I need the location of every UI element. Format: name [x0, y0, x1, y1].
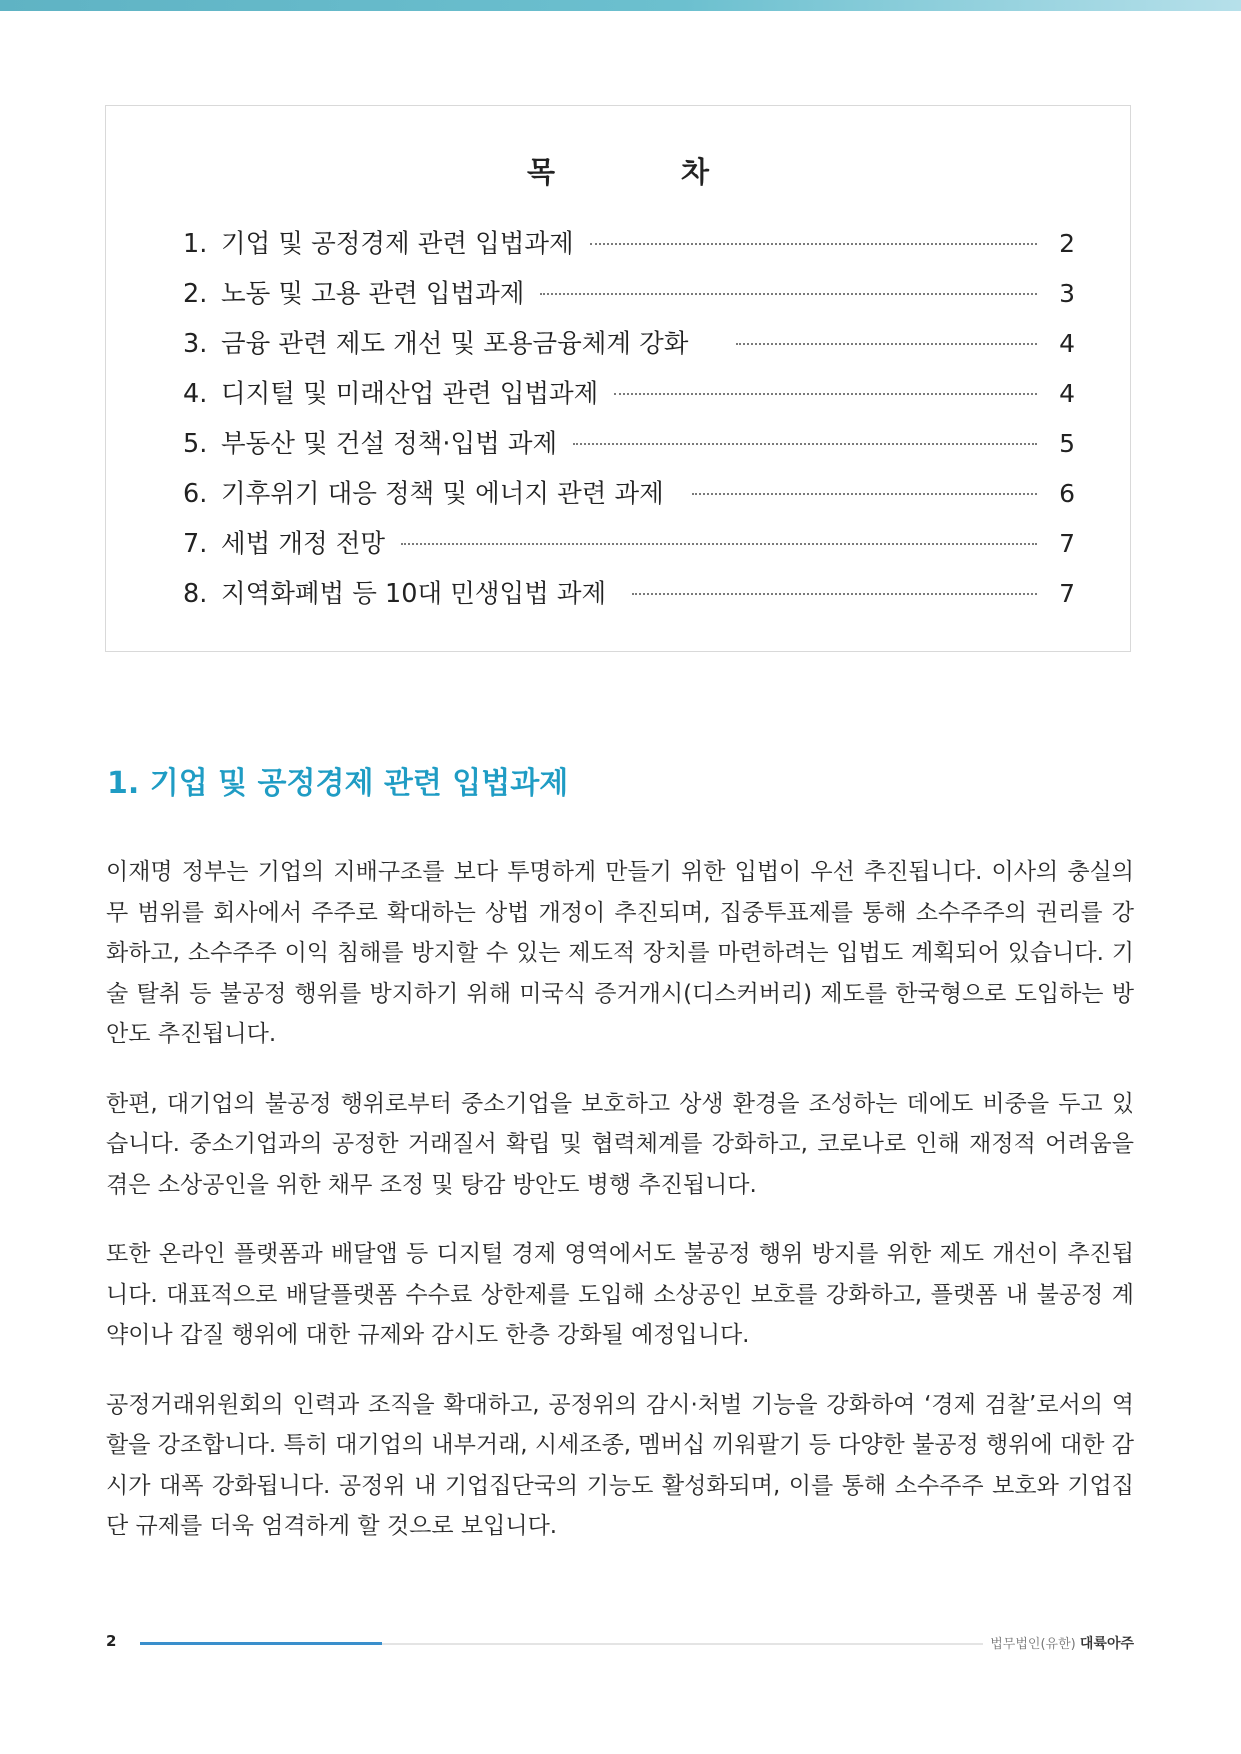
toc-item-number: 2.	[183, 279, 208, 309]
toc-item-label: 디지털 및 미래산업 관련 입법과제	[221, 379, 599, 409]
toc-item-number: 5.	[183, 429, 208, 459]
toc-item-page: 2	[1059, 229, 1075, 258]
toc-title: 목 차	[526, 155, 768, 189]
toc-item[interactable]	[183, 274, 1075, 324]
toc-item-label: 기후위기 대응 정책 및 에너지 관련 과제	[221, 479, 664, 509]
toc-item-page: 4	[1059, 379, 1075, 408]
toc-item-label: 부동산 및 건설 정책·입법 과제	[221, 429, 558, 459]
section-heading: 1. 기업 및 공정경제 관련 입법과제	[107, 766, 569, 801]
footer-page-number: 2	[106, 1632, 117, 1650]
toc-item[interactable]	[183, 474, 1075, 524]
toc-item-label: 기업 및 공정경제 관련 입법과제	[221, 229, 574, 259]
toc-item-number: 8.	[183, 579, 208, 609]
body-paragraph: 이재명 정부는 기업의 지배구조를 보다 투명하게 만들기 위한 입법이 우선 추진됩니다. 이사의 충실의무 범위를 회사에서 주주로 확대하는 상법 개정이 추진되며, 집중투표제를 통해 소수주주의 권리를 강화하고, 소수주주 이익 침해를 방지할 수 있는 제도적 장치를 마련하려는 입법도 계획되어 있습니다. 기술 탈취 등 불공정 행위를 방지하기 위해 미국식 증거개시(디스커버리) 제도를 한국형으로 도입하는 방안도 추진됩니다.	[106, 859, 1134, 1047]
toc-leader-dots	[614, 393, 1037, 395]
toc-item-page: 6	[1059, 479, 1075, 508]
toc-item[interactable]	[183, 324, 1075, 374]
toc-item-label: 노동 및 고용 관련 입법과제	[221, 279, 525, 309]
footer-firm-brand: 대륙아주	[1079, 1636, 1134, 1652]
body-paragraph: 또한 온라인 플랫폼과 배달앱 등 디지털 경제 영역에서도 불공정 행위 방지를 위한 제도 개선이 추진됩니다. 대표적으로 배달플랫폼 수수료 상한제를 도입해 소상공인 보호를 강화하고, 플랫폼 내 불공정 계약이나 갑질 행위에 대한 규제와 감시도 한층 강화될 예정입니다.	[106, 1241, 1134, 1348]
toc-item-page: 5	[1059, 429, 1075, 458]
toc-item-number: 1.	[183, 229, 208, 259]
footer-firm-prefix: 법무법인(유한)	[990, 1637, 1076, 1652]
toc-item-label: 지역화폐법 등 10대 민생입법 과제	[221, 579, 607, 609]
toc-item-number: 7.	[183, 529, 208, 559]
toc-item-page: 7	[1059, 579, 1075, 608]
toc-item[interactable]	[183, 374, 1075, 424]
toc-item-page: 4	[1059, 329, 1075, 358]
toc-leader-dots	[573, 443, 1037, 445]
footer-divider-accent	[140, 1642, 382, 1645]
footer-firm-name	[990, 1633, 1134, 1653]
toc-leader-dots	[692, 493, 1037, 495]
toc-item-label: 금융 관련 제도 개선 및 포용금융체계 강화	[221, 329, 689, 359]
toc-list	[183, 224, 1075, 624]
toc-item-number: 3.	[183, 329, 208, 359]
section-body	[106, 852, 1134, 1576]
toc-item-label: 세법 개정 전망	[221, 529, 386, 559]
toc-leader-dots	[736, 343, 1037, 345]
toc-item-number: 6.	[183, 479, 208, 509]
toc-item[interactable]	[183, 424, 1075, 474]
toc-item-page: 7	[1059, 529, 1075, 558]
toc-leader-dots	[590, 243, 1037, 245]
toc-item[interactable]	[183, 224, 1075, 274]
toc-leader-dots	[632, 593, 1037, 595]
toc-item-number: 4.	[183, 379, 208, 409]
toc-item-page: 3	[1059, 279, 1075, 308]
toc-item[interactable]	[183, 574, 1075, 624]
table-of-contents	[105, 105, 1131, 652]
body-paragraph: 한편, 대기업의 불공정 행위로부터 중소기업을 보호하고 상생 환경을 조성하는 데에도 비중을 두고 있습니다. 중소기업과의 공정한 거래질서 확립 및 협력체계를 강화하고, 코로나로 인해 재정적 어려움을 겪은 소상공인을 위한 채무 조정 및 탕감 방안도 병행 추진됩니다.	[106, 1090, 1134, 1198]
toc-leader-dots	[540, 293, 1037, 295]
top-accent-bar	[0, 0, 1241, 11]
toc-item[interactable]	[183, 524, 1075, 574]
body-paragraph: 공정거래위원회의 인력과 조직을 확대하고, 공정위의 감시·처벌 기능을 강화하여 ‘경제 검찰’로서의 역할을 강조합니다. 특히 대기업의 내부거래, 시세조종, 멤버십 끼워팔기 등 다양한 불공정 행위에 대한 감시가 대폭 강화됩니다. 공정위 내 기업집단국의 기능도 활성화되며, 이를 통해 소수주주 보호와 기업집단 규제를 더욱 엄격하게 할 것으로 보입니다.	[106, 1391, 1134, 1539]
toc-leader-dots	[401, 543, 1037, 545]
